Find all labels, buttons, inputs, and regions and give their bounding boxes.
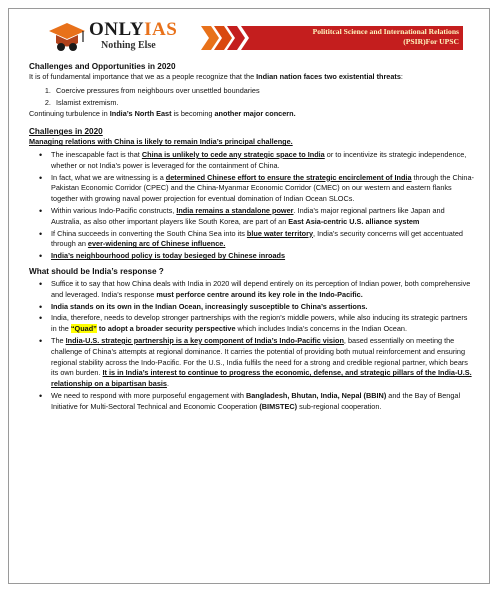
cont-text-a: Continuing turbulence in — [29, 109, 110, 119]
emphasis-run: blue water territory — [246, 228, 314, 238]
cont-text-c: is becoming — [171, 109, 215, 119]
emphasis-run: Bangladesh, Bhutan, India, Nepal (BBIN) — [245, 390, 387, 400]
list-item — [43, 206, 475, 228]
banner-line-1: Polititcal Science and International Relations — [312, 27, 459, 36]
section-title-response: What should be India’s response ? — [29, 266, 164, 276]
emphasis-run: to adopt a broader security perspective — [96, 324, 236, 334]
text-run: In fact, what we are witnessing is a — [51, 172, 166, 182]
list-item — [43, 251, 475, 262]
response-list — [29, 279, 475, 413]
text-run: , India’s security concerns will get accentuated through an — [51, 228, 463, 249]
text-run: Suffice it to say that how China deals with India in 2020 will depend entirely on its perception of Indian power, both comprehensive and leveraged. India’s response — [51, 278, 471, 299]
intro-paragraph — [29, 72, 475, 83]
text-run: . India’s major regional partners like Japan and Australia, as also other important players like South Korea, are part of an — [51, 205, 445, 226]
text-run: . — [166, 379, 169, 389]
text-run: The inescapable fact is that — [51, 149, 142, 159]
emphasis-run: (BIMSTEC) — [259, 401, 298, 411]
intro-colon: : — [400, 72, 403, 81]
challenges-list — [29, 150, 475, 262]
banner-text — [259, 27, 459, 47]
text-run: Within various Indo-Pacific constructs, — [51, 205, 177, 215]
cont-bold-b: India’s North East — [109, 109, 172, 119]
text-run: which includes India’s concerns in the Indian Ocean. — [235, 324, 407, 334]
text-run: India, therefore, needs to develop stronger partnerships with the region’s middle powers, while also inducing its strategic partners in the — [51, 313, 468, 334]
graduate-logo-icon — [47, 20, 87, 54]
subject-banner — [201, 24, 463, 52]
emphasis-run: East Asia-centric U.S. alliance system — [288, 216, 420, 226]
logo-wordmark — [89, 20, 177, 40]
list-item — [43, 336, 475, 390]
emphasis-run: ever-widening arc of Chinese influence. — [87, 239, 226, 249]
threat-item: 2. Islamist extremism. — [53, 98, 475, 109]
page-header — [47, 18, 463, 56]
logo-tagline: Nothing Else — [101, 40, 156, 51]
list-item — [43, 279, 475, 301]
emphasis-run: India stands on its own in the Indian Ocean, increasingly susceptible to China’s assertions. — [51, 301, 368, 311]
list-item — [43, 229, 475, 251]
text-run: and the Bay of Bengal Initiative for Multi-Sectoral Technical and Economic Cooperation — [51, 390, 461, 411]
text-run: We need to respond with more purposeful engagement with — [51, 390, 246, 400]
threats-list — [29, 86, 475, 109]
turbulence-paragraph — [29, 109, 475, 120]
threat-item: 1. Coercive pressures from neighbours over unsettled boundaries — [53, 86, 475, 97]
emphasis-run: must perforce centre around its key role in the Indo-Pacific. — [156, 289, 363, 299]
document-page — [8, 8, 490, 584]
emphasis-run: India’s neighbourhood policy is today besieged by Chinese inroads — [51, 251, 286, 261]
text-run: If China succeeds in converting the South China Sea into its — [51, 228, 247, 238]
text-run: or to incentivize its strategic independence, whether or not India’s power is leveraged for the containment of China. — [51, 149, 467, 170]
emphasis-run: determined Chinese effort to ensure the strategic encirclement of India — [165, 172, 412, 182]
section-title-challenges: Challenges in 2020 — [29, 127, 103, 137]
list-item — [43, 391, 475, 413]
text-run: , based essentially on meeting the challenge of China’s attempts at regional dominance. It carries the potential of providing both mutual reinforcement and ensuring regional stability across the Indo-Pacific. For the U.S., India fulfils the need for a strong and credible regional partner, which bears its own burden. — [51, 335, 468, 378]
list-item — [43, 313, 475, 335]
logo-only: ONLY — [89, 19, 145, 40]
list-item — [43, 150, 475, 172]
section-title-opportunities: Challenges and Opportunities in 2020 — [29, 62, 176, 71]
logo-ias: IAS — [144, 19, 178, 40]
banner-line-2: (PSIR)For UPSC — [403, 37, 459, 46]
text-run: through the China-Pakistan Economic Corridor (CPEC) and the China-Myanmar Economic Corridor (CMEC) on our western and eastern flanks together with growing naval power projection for eventual domination of Indian Ocean SLOCs. — [51, 172, 474, 204]
intro-text: It is of fundamental importance that we as a people recognize that the — [29, 72, 257, 81]
intro-bold: Indian nation faces two existential threats — [256, 72, 401, 81]
text-run: The — [51, 335, 66, 345]
emphasis-run: China is unlikely to cede any strategic space to India — [141, 149, 325, 159]
list-item — [43, 173, 475, 205]
emphasis-run: India remains a standalone power — [176, 205, 294, 215]
onlyias-logo — [47, 18, 197, 56]
emphasis-run: It is in India’s interest to continue to progress the economic, defense, and strategic pillars of the India-U.S. relationship on a bipartisan basis — [51, 368, 472, 389]
list-item — [43, 302, 475, 313]
highlight-quad: “Quad” — [70, 324, 97, 334]
cont-bold-d: another major concern. — [214, 109, 296, 119]
emphasis-run: India-U.S. strategic partnership is a key component of India’s Indo-Pacific vision — [65, 335, 344, 345]
challenges-subtitle: Managing relations with China is likely to remain India’s principal challenge. — [29, 137, 293, 147]
document-body — [29, 61, 475, 414]
text-run: sub-regional cooperation. — [297, 401, 382, 411]
